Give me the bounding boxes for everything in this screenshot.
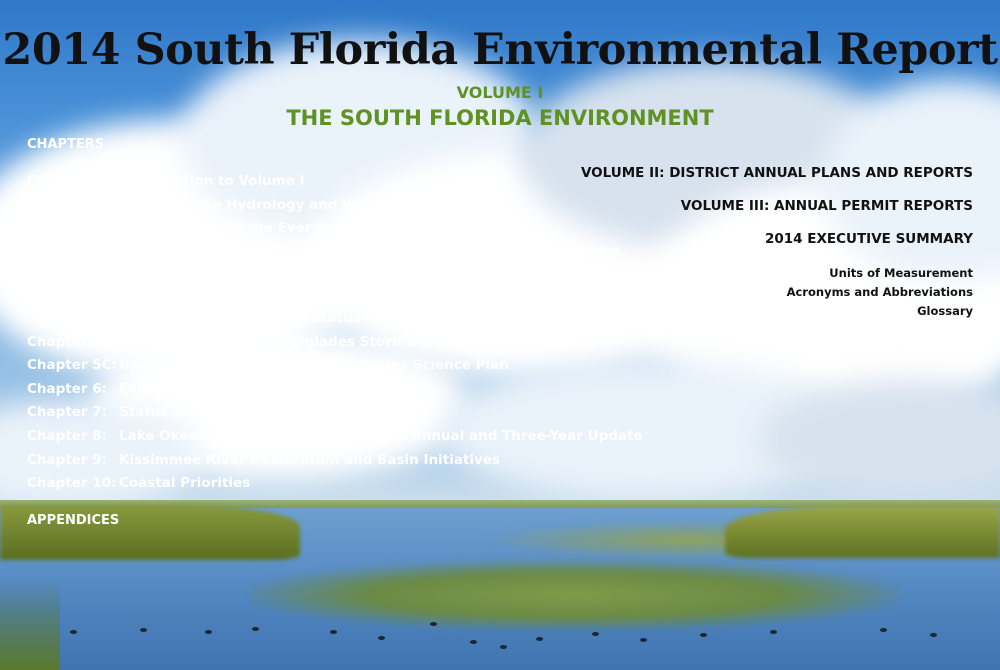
chapter-link[interactable] — [27, 451, 664, 470]
chapter-title: Everglades Research and Evaluation — [119, 380, 397, 397]
chapter-link[interactable] — [27, 172, 664, 191]
chapter-link[interactable] — [27, 196, 664, 215]
acronyms-link[interactable]: Acronyms and Abbreviations — [786, 285, 973, 299]
chapter-list — [27, 172, 664, 498]
chapter-title-line1: Restoration Strategies - — [119, 290, 303, 307]
volume-label: VOLUME I — [456, 83, 544, 102]
chapter-title: Introduction to Volume I — [119, 173, 305, 189]
chapter-link[interactable] — [27, 290, 664, 328]
chapter-number: Chapter 2: — [27, 196, 108, 213]
chapter-title: South Florida Hydrology and Water Management — [119, 196, 492, 213]
chapter-number: Chapter 3B: — [27, 243, 118, 260]
chapter-number: Chapter 3A: — [27, 220, 118, 237]
chapter-title: Update for the Restoration Strategies Science Plan — [119, 357, 509, 374]
chapter-title: Performance of the Everglades Stormwater Treatment Areas — [119, 333, 581, 350]
volume-2-link[interactable]: VOLUME II: DISTRICT ANNUAL PLANS AND REPORTS — [580, 165, 973, 181]
units-of-measurement-link[interactable]: Units of Measurement — [829, 266, 973, 280]
chapter-title: Coastal Priorities — [119, 475, 251, 492]
chapter-title-line2: Design and Construction Status of Water Quality Improvement Projects — [119, 309, 664, 326]
chapter-link[interactable] — [27, 243, 664, 262]
chapter-title: Status of Nonindigenous Species — [119, 404, 371, 421]
chapter-link[interactable] — [27, 356, 664, 375]
executive-summary-link[interactable]: 2014 EXECUTIVE SUMMARY — [764, 231, 973, 247]
chapter-number: Chapter 5A: — [27, 290, 118, 307]
reference-links — [581, 264, 973, 321]
chapter-title: Mercury and Sulfur Environmental Assessment for the Everglades — [119, 243, 622, 260]
chapter-link[interactable] — [27, 427, 664, 446]
chapter-number: Chapter 10: — [27, 475, 117, 492]
chapter-number: Chapter 1: — [27, 173, 108, 189]
chapter-number: Chapter 4: — [27, 267, 108, 284]
volume-subtitle: THE SOUTH FLORIDA ENVIRONMENT — [286, 106, 714, 130]
chapter-title: Lake Okeechobee Protection Program Annual and Three-Year Update — [119, 427, 643, 444]
glossary-link[interactable]: Glossary — [917, 304, 973, 318]
chapter-number: Chapter 9: — [27, 451, 108, 468]
chapter-link[interactable] — [27, 333, 664, 352]
chapter-link[interactable] — [27, 380, 664, 399]
chapter-link[interactable] — [27, 219, 664, 238]
chapters-heading: CHAPTERS — [27, 137, 105, 152]
chapter-link[interactable] — [27, 474, 664, 493]
report-title: 2014 South Florida Environmental Report — [2, 25, 998, 75]
chapter-title: Nutrient Source Control Programs — [119, 267, 379, 284]
chapter-title: Water Quality in the Everglades Protection Area — [119, 220, 487, 237]
appendices-link[interactable]: APPENDICES — [27, 513, 120, 528]
chapter-number: Chapter 7: — [27, 404, 108, 421]
chapter-link[interactable] — [27, 403, 664, 422]
chapter-link[interactable] — [27, 266, 664, 285]
chapter-number: Chapter 5C: — [27, 357, 117, 374]
chapter-number: Chapter 8: — [27, 427, 108, 444]
other-volumes-nav — [581, 165, 973, 321]
chapter-number: Chapter 5B: — [27, 333, 118, 350]
chapter-title: Kissimmee River Restoration and Basin Initiatives — [119, 451, 500, 468]
volume-3-link[interactable]: VOLUME III: ANNUAL PERMIT REPORTS — [680, 198, 973, 214]
chapter-number: Chapter 6: — [27, 380, 108, 397]
